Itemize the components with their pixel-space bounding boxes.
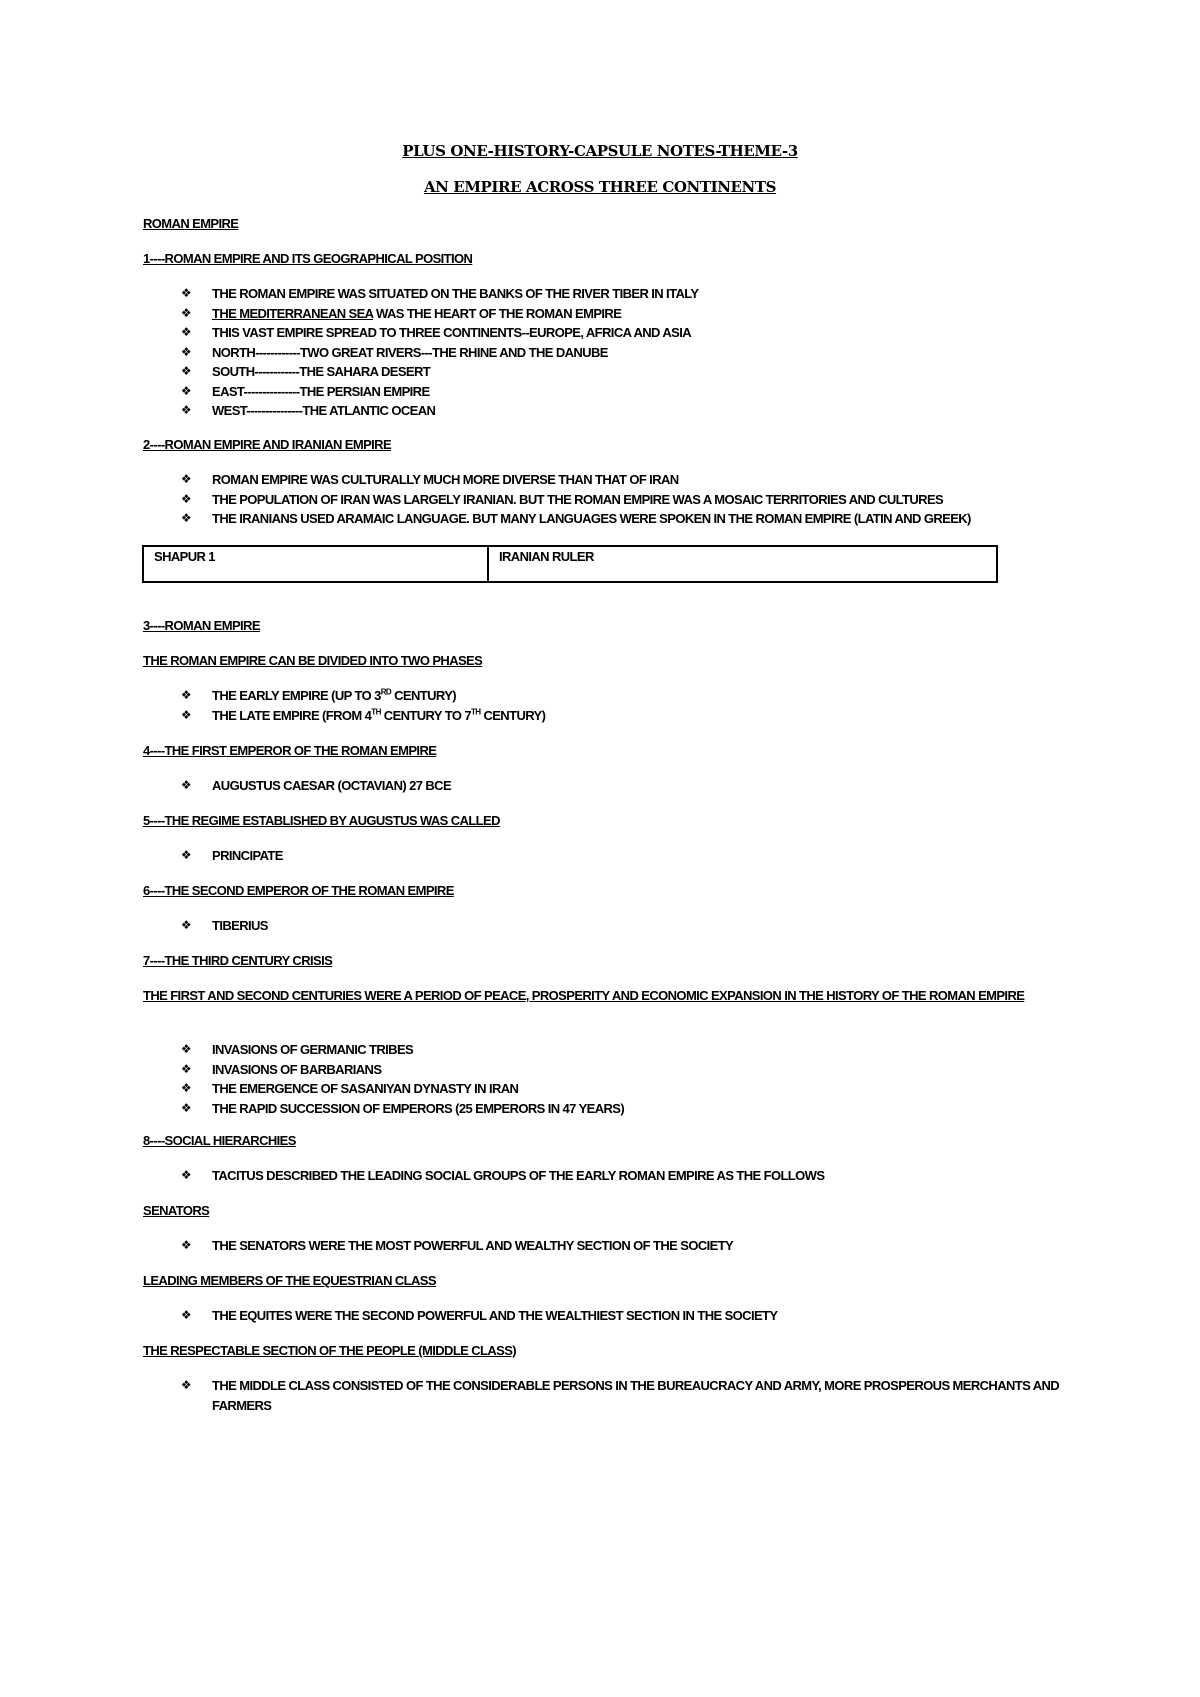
section-heading-roman-empire: ROMAN EMPIRE [143,216,239,231]
section-3-list [180,686,545,725]
diamond-bullet-icon: ❖ [180,1308,192,1322]
diamond-bullet-icon: ❖ [180,707,192,722]
list-item: ❖ THE IRANIANS USED ARAMAIC LANGUAGE. BUT MANY LANGUAGES WERE SPOKEN IN THE ROMAN EMPIRE (LATIN AND GREEK) [180,509,971,529]
section-4-heading: 4----THE FIRST EMPEROR OF THE ROMAN EMPIRE [143,743,437,758]
diamond-bullet-icon: ❖ [180,344,192,359]
section-7-heading: 7----THE THIRD CENTURY CRISIS [143,953,333,968]
diamond-bullet-icon: ❖ [180,286,192,300]
document-title: PLUS ONE-HISTORY-CAPSULE NOTES-THEME-3 [402,142,798,160]
diamond-bullet-icon: ❖ [180,1238,192,1252]
section-1-heading: 1----ROMAN EMPIRE AND ITS GEOGRAPHICAL POSITION [143,251,473,266]
list-item: ❖ PRINCIPATE [180,846,283,866]
diamond-bullet-icon: ❖ [180,364,192,378]
diamond-bullet-icon: ❖ [180,688,192,702]
list-item: ❖ EAST---------------THE PERSIAN EMPIRE [180,382,698,402]
section-2-list [180,470,971,529]
diamond-bullet-icon: ❖ [180,383,192,398]
list-item: ❖ THE ROMAN EMPIRE WAS SITUATED ON THE BANKS OF THE RIVER TIBER IN ITALY [180,284,698,304]
equestrian-heading: LEADING MEMBERS OF THE EQUESTRIAN CLASS [143,1273,436,1288]
list-item: ❖ THIS VAST EMPIRE SPREAD TO THREE CONTINENTS--EUROPE, AFRICA AND ASIA [180,323,698,343]
list-item: ❖ NORTH------------TWO GREAT RIVERS---THE RHINE AND THE DANUBE [180,343,698,363]
section-8-list [180,1166,824,1186]
list-item: ❖ THE MIDDLE CLASS CONSISTED OF THE CONSIDERABLE PERSONS IN THE BUREAUCRACY AND ARMY, MORE PROSPEROUS MERCHANTS AND FARMERS [180,1378,1060,1413]
list-item: ❖ THE LATE EMPIRE (FROM 4TH CENTURY TO 7TH CENTURY) [180,706,545,726]
diamond-bullet-icon: ❖ [180,1042,192,1056]
list-item: ❖ ROMAN EMPIRE WAS CULTURALLY MUCH MORE DIVERSE THAN THAT OF IRAN [180,470,971,490]
section-3-heading: 3----ROMAN EMPIRE [143,618,260,633]
diamond-bullet-icon: ❖ [180,305,192,320]
list-item: ❖ AUGUSTUS CAESAR (OCTAVIAN) 27 BCE [180,776,451,796]
middle-class-heading: THE RESPECTABLE SECTION OF THE PEOPLE (MIDDLE CLASS) [143,1343,517,1358]
mediterranean-sea-text: THE MEDITERRANEAN SEA [212,305,373,321]
diamond-bullet-icon: ❖ [180,472,192,486]
table-cell-ruler-name: SHAPUR 1 [144,547,489,581]
diamond-bullet-icon: ❖ [180,848,192,862]
list-item: ❖ WEST---------------THE ATLANTIC OCEAN [180,401,698,421]
section-6-list [180,916,268,936]
diamond-bullet-icon: ❖ [180,1378,192,1392]
section-8-heading: 8----SOCIAL HIERARCHIES [143,1133,296,1148]
diamond-bullet-icon: ❖ [180,1168,192,1182]
document-subtitle: AN EMPIRE ACROSS THREE CONTINENTS [423,178,777,196]
list-item: ❖ THE RAPID SUCCESSION OF EMPERORS (25 EMPERORS IN 47 YEARS) [180,1099,624,1119]
diamond-bullet-icon: ❖ [180,511,192,525]
section-4-list [180,776,451,796]
ruler-table [142,545,998,583]
section-7-list [180,1040,624,1118]
list-item: ❖ TIBERIUS [180,916,268,936]
list-item: ❖ INVASIONS OF GERMANIC TRIBES [180,1040,624,1060]
list-item: ❖ INVASIONS OF BARBARIANS [180,1060,624,1080]
section-1-list [180,284,698,421]
section-7-subheading: THE FIRST AND SECOND CENTURIES WERE A PERIOD OF PEACE, PROSPERITY AND ECONOMIC EXPANSION IN THE HISTORY OF THE ROMAN EMPIRE [143,988,1025,1003]
table-cell-ruler-title: IRANIAN RULER [499,549,594,564]
diamond-bullet-icon: ❖ [180,1081,192,1095]
diamond-bullet-icon: ❖ [180,1061,192,1076]
list-item: ❖ THE SENATORS WERE THE MOST POWERFUL AND WEALTHY SECTION OF THE SOCIETY [180,1236,733,1256]
middle-class-list [180,1376,1062,1415]
equestrian-list [180,1306,777,1326]
list-item: ❖ THE EMERGENCE OF SASANIYAN DYNASTY IN IRAN [180,1079,624,1099]
section-5-list [180,846,283,866]
list-item: ❖ THE EARLY EMPIRE (UP TO 3RD CENTURY) [180,686,545,706]
list-item: ❖ TACITUS DESCRIBED THE LEADING SOCIAL GROUPS OF THE EARLY ROMAN EMPIRE AS THE FOLLOWS [180,1166,824,1186]
diamond-bullet-icon: ❖ [180,918,192,932]
diamond-bullet-icon: ❖ [180,403,192,417]
list-item: ❖ THE POPULATION OF IRAN WAS LARGELY IRANIAN. BUT THE ROMAN EMPIRE WAS A MOSAIC TERRITORIES AND CULTURES [180,490,971,510]
senators-heading: SENATORS [143,1203,210,1218]
section-3-subheading: THE ROMAN EMPIRE CAN BE DIVIDED INTO TWO PHASES [143,653,483,668]
section-5-heading: 5----THE REGIME ESTABLISHED BY AUGUSTUS WAS CALLED [143,813,500,828]
list-item: ❖ THE MEDITERRANEAN SEA WAS THE HEART OF THE ROMAN EMPIRE [180,304,698,324]
diamond-bullet-icon: ❖ [180,778,192,792]
diamond-bullet-icon: ❖ [180,325,192,339]
diamond-bullet-icon: ❖ [180,491,192,506]
diamond-bullet-icon: ❖ [180,1100,192,1115]
section-2-heading: 2----ROMAN EMPIRE AND IRANIAN EMPIRE [143,437,392,452]
list-item: ❖ SOUTH------------THE SAHARA DESERT [180,362,698,382]
section-6-heading: 6----THE SECOND EMPEROR OF THE ROMAN EMPIRE [143,883,454,898]
senators-list [180,1236,733,1256]
list-item: ❖ THE EQUITES WERE THE SECOND POWERFUL AND THE WEALTHIEST SECTION IN THE SOCIETY [180,1306,777,1326]
